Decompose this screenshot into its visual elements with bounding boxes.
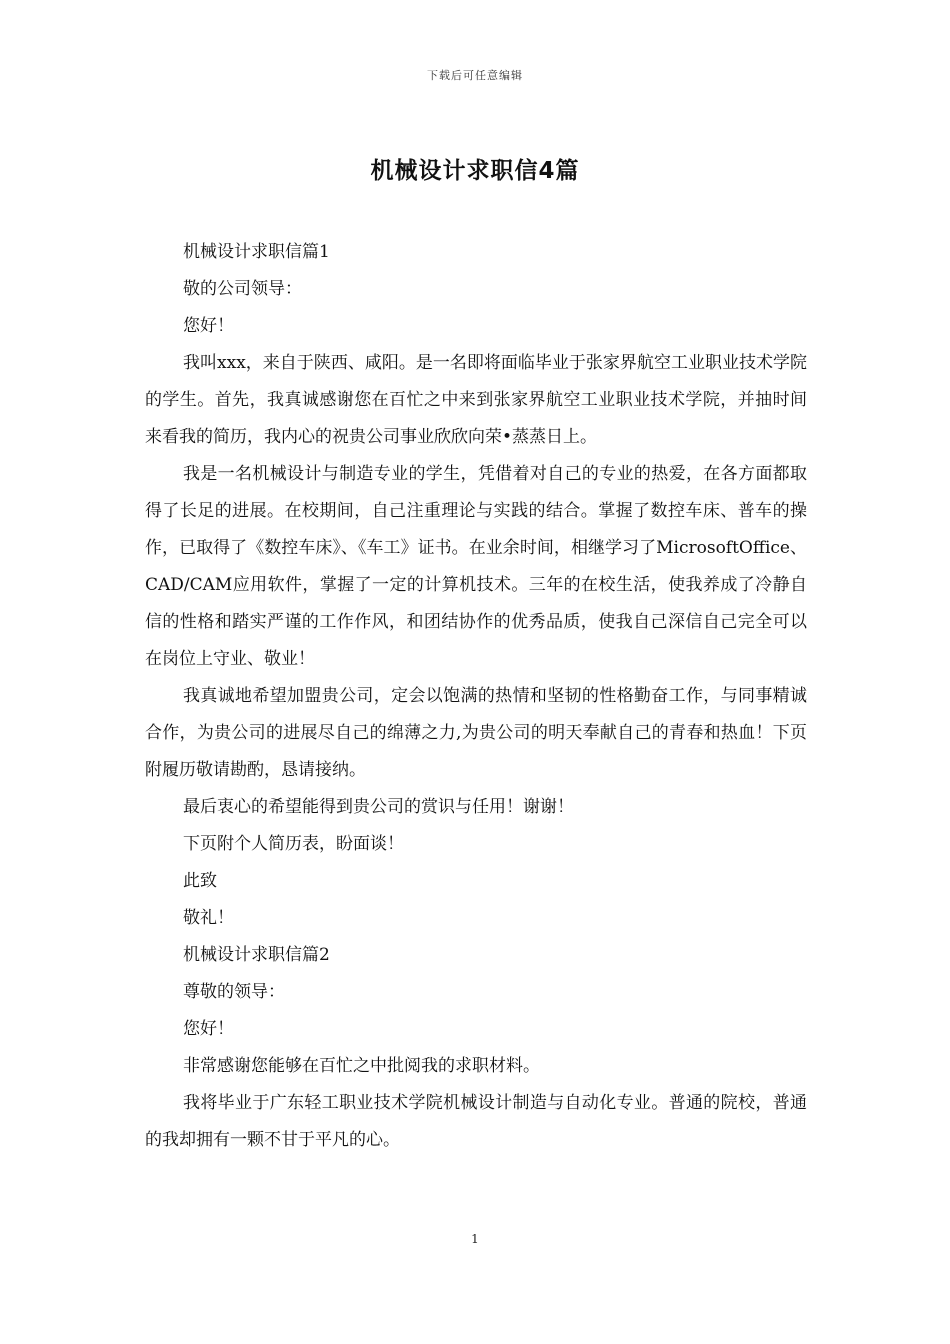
- salutation-2: 尊敬的领导：: [183, 982, 285, 1002]
- paragraph-resume-note: 下页附个人简历表，盼面谈！: [183, 834, 404, 854]
- paragraph-graduation: 我将毕业于广东轻工职业技术学院机械设计制造与自动化专业。普通的院校，普通的我却拥有一颗不甘于平凡的心。: [145, 1093, 807, 1150]
- paragraph-hope: 我真诚地希望加盟贵公司，定会以饱满的热情和坚韧的性格勤奋工作，与同事精诚合作，为贵公司的进展尽自己的绵薄之力,为贵公司的明天奉献自己的青春和热血！下页附履历敬请勘酌，恳请接纳。: [145, 686, 807, 780]
- greeting-2: 您好！: [183, 1019, 234, 1039]
- paragraph-intro: 我叫xxx，来自于陕西、咸阳。是一名即将面临毕业于张家界航空工业职业技术学院的学生。首先，我真诚感谢您在百忙之中来到张家界航空工业职业技术学院，并抽时间来看我的简历，我内心的祝贵公司事业欣欣向荣•蒸蒸日上。: [145, 353, 807, 447]
- document-title: 机械设计求职信4篇: [370, 158, 580, 184]
- document-body: [145, 234, 807, 1159]
- greeting: 您好！: [183, 316, 234, 336]
- closing-salute: 敬礼！: [183, 908, 234, 928]
- section-heading-2: 机械设计求职信篇2: [183, 945, 330, 965]
- salutation: 敬的公司领导：: [183, 279, 302, 299]
- page-number: 1: [471, 1232, 479, 1246]
- paragraph-closing: 最后衷心的希望能得到贵公司的赏识与任用！谢谢！: [183, 797, 574, 817]
- section-heading-1: 机械设计求职信篇1: [183, 242, 330, 262]
- paragraph-thanks: 非常感谢您能够在百忙之中批阅我的求职材料。: [183, 1056, 540, 1076]
- closing-phrase: 此致: [183, 871, 217, 891]
- paragraph-skills: 我是一名机械设计与制造专业的学生，凭借着对自己的专业的热爱，在各方面都取得了长足的进展。在校期间，自己注重理论与实践的结合。掌握了数控车床、普车的操作，已取得了《数控车床》、《车工》证书。在业余时间，相继学习了MicrosoftOffice、CAD/CAM应用软件，掌握了一定的计算机技术。三年的在校生活，使我养成了冷静自信的性格和踏实严谨的工作作风，和团结协作的优秀品质，使我自己深信自己完全可以在岗位上守业、敬业！: [145, 464, 807, 669]
- header-note: 下载后可任意编辑: [427, 69, 523, 82]
